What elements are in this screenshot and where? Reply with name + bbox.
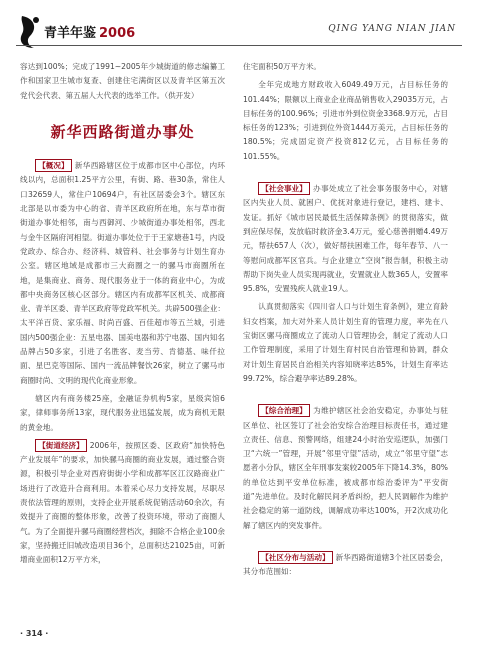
stats-paragraph: 全年完成地方财政收入6049.49万元，占目标任务的101.44%；限额以上商业企业商品销售收入29035万元，占目标任务的100.96%；引进市外到位资金3368.9万元，占目标任务的123%；引进到位外资1444万美元，占目标任务的180.5%；完成固定资产投资812亿元，占目标任务的101.55%。 (243, 80, 448, 161)
governance-text: 为维护辖区社会治安稳定，办事处与驻区单位、社区签订了社会治安综合治理目标责任书，通过建立责任、信息、预警网络，组建24小时治安巡逻队，加强门卫“六统一”管理，开展“邻里守望”活动，成立“邻里守望”志愿者小分队，辖区全年刑事发案较2005年下降14.3%，80%的单位达到平安单位标准，被成都市综治委评为“平安街道”先进单位。及时化解民间矛盾纠纷，把人民调解作为维护社会稳定的第一道防线，调解成功率达100%，开2次成功化解了辖区内的突发事件。 (243, 406, 448, 530)
overview-text: 新华西路辖区位于成都市区中心部位，内环线以内，总面积1.25平方公里，有街、路、巷30条，常住人口32659人，常住户10694户，有社区居委会3个。辖区东北部是以市委为中心的省、青羊区政府所在地，东与草市街街道办事处相邻，南与西御河、少城街道办事处相邻，西北与金牛区隔府河相望。街道办事处位于于王家塘巷1号，内设党政办、综合办、经济科、城管科、社会事务与计划生育办公室。辖区地域是成都市三大商圈之一的骡马市商圈所在地，是集商业、商务、现代服务业于一体的商业中心，为成都中央商务区核心区部分。辖区内有成都军区机关、成都商业、青羊区委、青羊区政府等党政军机关。共辟500强企业：太平洋百货、家乐福、时尚百盛、百佳超市等五兰城，引进国内500强企业：五星电器、国美电器和苏宁电器、国内知名品牌占50多家，引进了名胜客、麦当劳、肯德基、味仟拉面、星巴克等国际、国内一流品牌餐饮26家，树立了骡马市商圈时尚、文明的现代化商业形象。 (20, 161, 225, 385)
street-economy-tag: 【街道经济】 (35, 439, 87, 452)
overview-tag: 【概况】 (35, 159, 71, 172)
social-affairs-paragraph (243, 182, 448, 296)
right-intro-paragraph: 住宅面积50万平方米。 (243, 62, 322, 71)
left-column (20, 60, 225, 572)
yearbook-title (44, 22, 135, 41)
header-divider (16, 45, 462, 46)
page-number: · 314 · (20, 629, 49, 638)
social-affairs-text: 办事处成立了社会事务服务中心，对辖区内失业人员、就困户、优抚对象进行登记，建档、建卡、发证。抓好《城市居民最低生活保障条例》的贯彻落实，做到应保尽保，发放临时救济金3.4万元，爱心慈善捐赠4.49万元，帮扶657人（次），做好帮扶困难工作，每年春节、八一等慰问成都军区官兵。与企业建立“空岗”报告制，积极主动帮助下岗失业人员实现再就业，安置就业人数365人，安置率95.8%，安置残疾人就业19人。 (243, 184, 448, 294)
yearbook-year: 2006 (99, 26, 136, 41)
community-text: 新华西路街道辖3个社区居委会，其分布范围如： (243, 552, 448, 577)
overview-paragraph-2: 辖区内有商务楼25座，金融证券机构5家，星级宾馆6家，律师事务所13家，现代服务业迅猛发展，成为商机无限的黄金地。 (20, 393, 225, 432)
governance-tag: 【综合治理】 (258, 404, 310, 417)
social-affairs-tag: 【社会事业】 (258, 182, 310, 195)
street-economy-text: 2006年，按照区委、区政府“加快特色产业发展年”的要求，加快骡马商圈的商业发展，通过整合资源，积极引导企业对西府街街小学和成都军区江汉路商业广场进行了改造升合商利用。本着采心尽力支持发展，尽职尽责依法管理的原则，支持企业开展系统促销活动60余次，有效提升了商圈的整体形象，改善了投资环境，带动了商圈人气。为了全面提升骡马商圈经营档次，拥除不合格企业100余家，坚持搬迁旧城改造项目36个，总面积达21025亩，可新增商业面积12万平方米， (20, 440, 225, 565)
right-column (243, 60, 448, 584)
left-intro-paragraph: 容达到100%；完成了1991~2005年少城街道的修志编纂工作和国家卫生城市复查、创建住宅满街区以及青羊区第五次党代会代表、第五届人大代表的选举工作。（供开发） (20, 62, 225, 100)
yearbook-title-en: QING YANG NIAN JIAN (328, 24, 456, 34)
community-tag: 【社区分布与活动】 (258, 551, 332, 564)
overview-paragraph (20, 159, 225, 388)
yearbook-name: 青羊年鉴 (44, 26, 97, 41)
community-paragraph (243, 551, 448, 580)
section-title: 新华西路街道办事处 (50, 122, 195, 141)
page-header (0, 0, 480, 56)
family-planning-paragraph: 认真贯彻落实《四川省人口与计划生育条例》，建立育龄妇女档案，加大对外来人员计划生育的管理力度，率先在八宝街区骡马商圈成立了流动人口管理协会，制定了流动人口工作管理制度，采用了计划生育村民自治管理和协调，群众对计划生育居民自治相关内容知晓率达85%，计划生育率达99.72%，综合避孕率达89.28%。 (243, 302, 448, 383)
governance-paragraph (243, 404, 448, 533)
street-economy-paragraph (20, 439, 225, 568)
